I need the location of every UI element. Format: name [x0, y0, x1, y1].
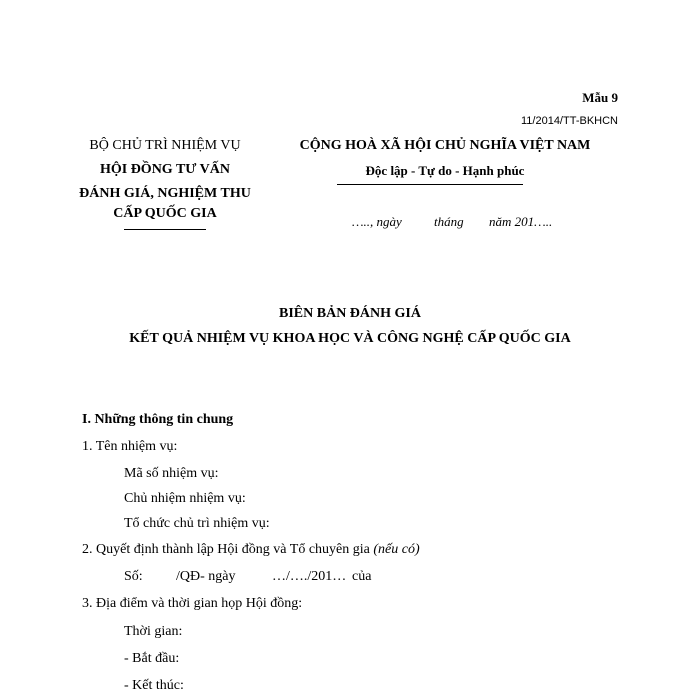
- item-2-decision: [82, 542, 420, 558]
- item-2-label: 2. Quyết định thành lập Hội đồng và Tổ chuyên gia: [82, 542, 370, 557]
- doc-subtitle: KẾT QUẢ NHIỆM VỤ KHOA HỌC VÀ CÔNG NGHỆ CẤP QUỐC GIA: [129, 331, 571, 346]
- council-level: CẤP QUỐC GIA: [113, 206, 217, 221]
- council-name: HỘI ĐỒNG TƯ VẤN: [99, 162, 231, 177]
- council-purpose: ĐÁNH GIÁ, NGHIỆM THU: [79, 186, 251, 201]
- start-time-label: - Bắt đầu:: [124, 651, 180, 666]
- country-name: CỘNG HOÀ XÃ HỘI CHỦ NGHĨA VIỆT NAM: [299, 138, 591, 153]
- date-month: tháng: [434, 214, 464, 229]
- item-2-note: (nếu có): [373, 542, 420, 557]
- decision-number: /QĐ- ngày: [176, 569, 236, 584]
- decision-date: …/…./201…: [272, 569, 347, 584]
- form-label: Mẫu 9: [582, 90, 618, 105]
- host-organization-label: Tổ chức chủ trì nhiệm vụ:: [124, 516, 270, 531]
- task-leader-label: Chủ nhiệm nhiệm vụ:: [124, 491, 246, 506]
- decision-issuer-label: của: [352, 569, 372, 584]
- national-motto: Độc lập - Tự do - Hạnh phúc: [365, 163, 525, 178]
- date-year: năm 201…..: [489, 214, 553, 229]
- decision-number-label: Số:: [124, 569, 143, 584]
- time-label: Thời gian:: [124, 624, 183, 639]
- ministry-name: BỘ CHỦ TRÌ NHIỆM VỤ: [89, 138, 241, 153]
- left-header-underline: [124, 229, 206, 230]
- section-heading: I. Những thông tin chung: [82, 412, 234, 427]
- item-3-venue-time: 3. Địa điểm và thời gian họp Hội đồng:: [82, 596, 303, 611]
- task-code-label: Mã số nhiệm vụ:: [124, 466, 219, 481]
- doc-title: BIÊN BẢN ĐÁNH GIÁ: [279, 306, 421, 321]
- motto-underline: [337, 184, 523, 185]
- date-place: ….., ngày: [352, 214, 402, 229]
- end-time-label: - Kết thúc:: [124, 678, 184, 693]
- item-1-task-name: 1. Tên nhiệm vụ:: [82, 439, 178, 454]
- form-code: 11/2014/TT-BKHCN: [520, 115, 618, 127]
